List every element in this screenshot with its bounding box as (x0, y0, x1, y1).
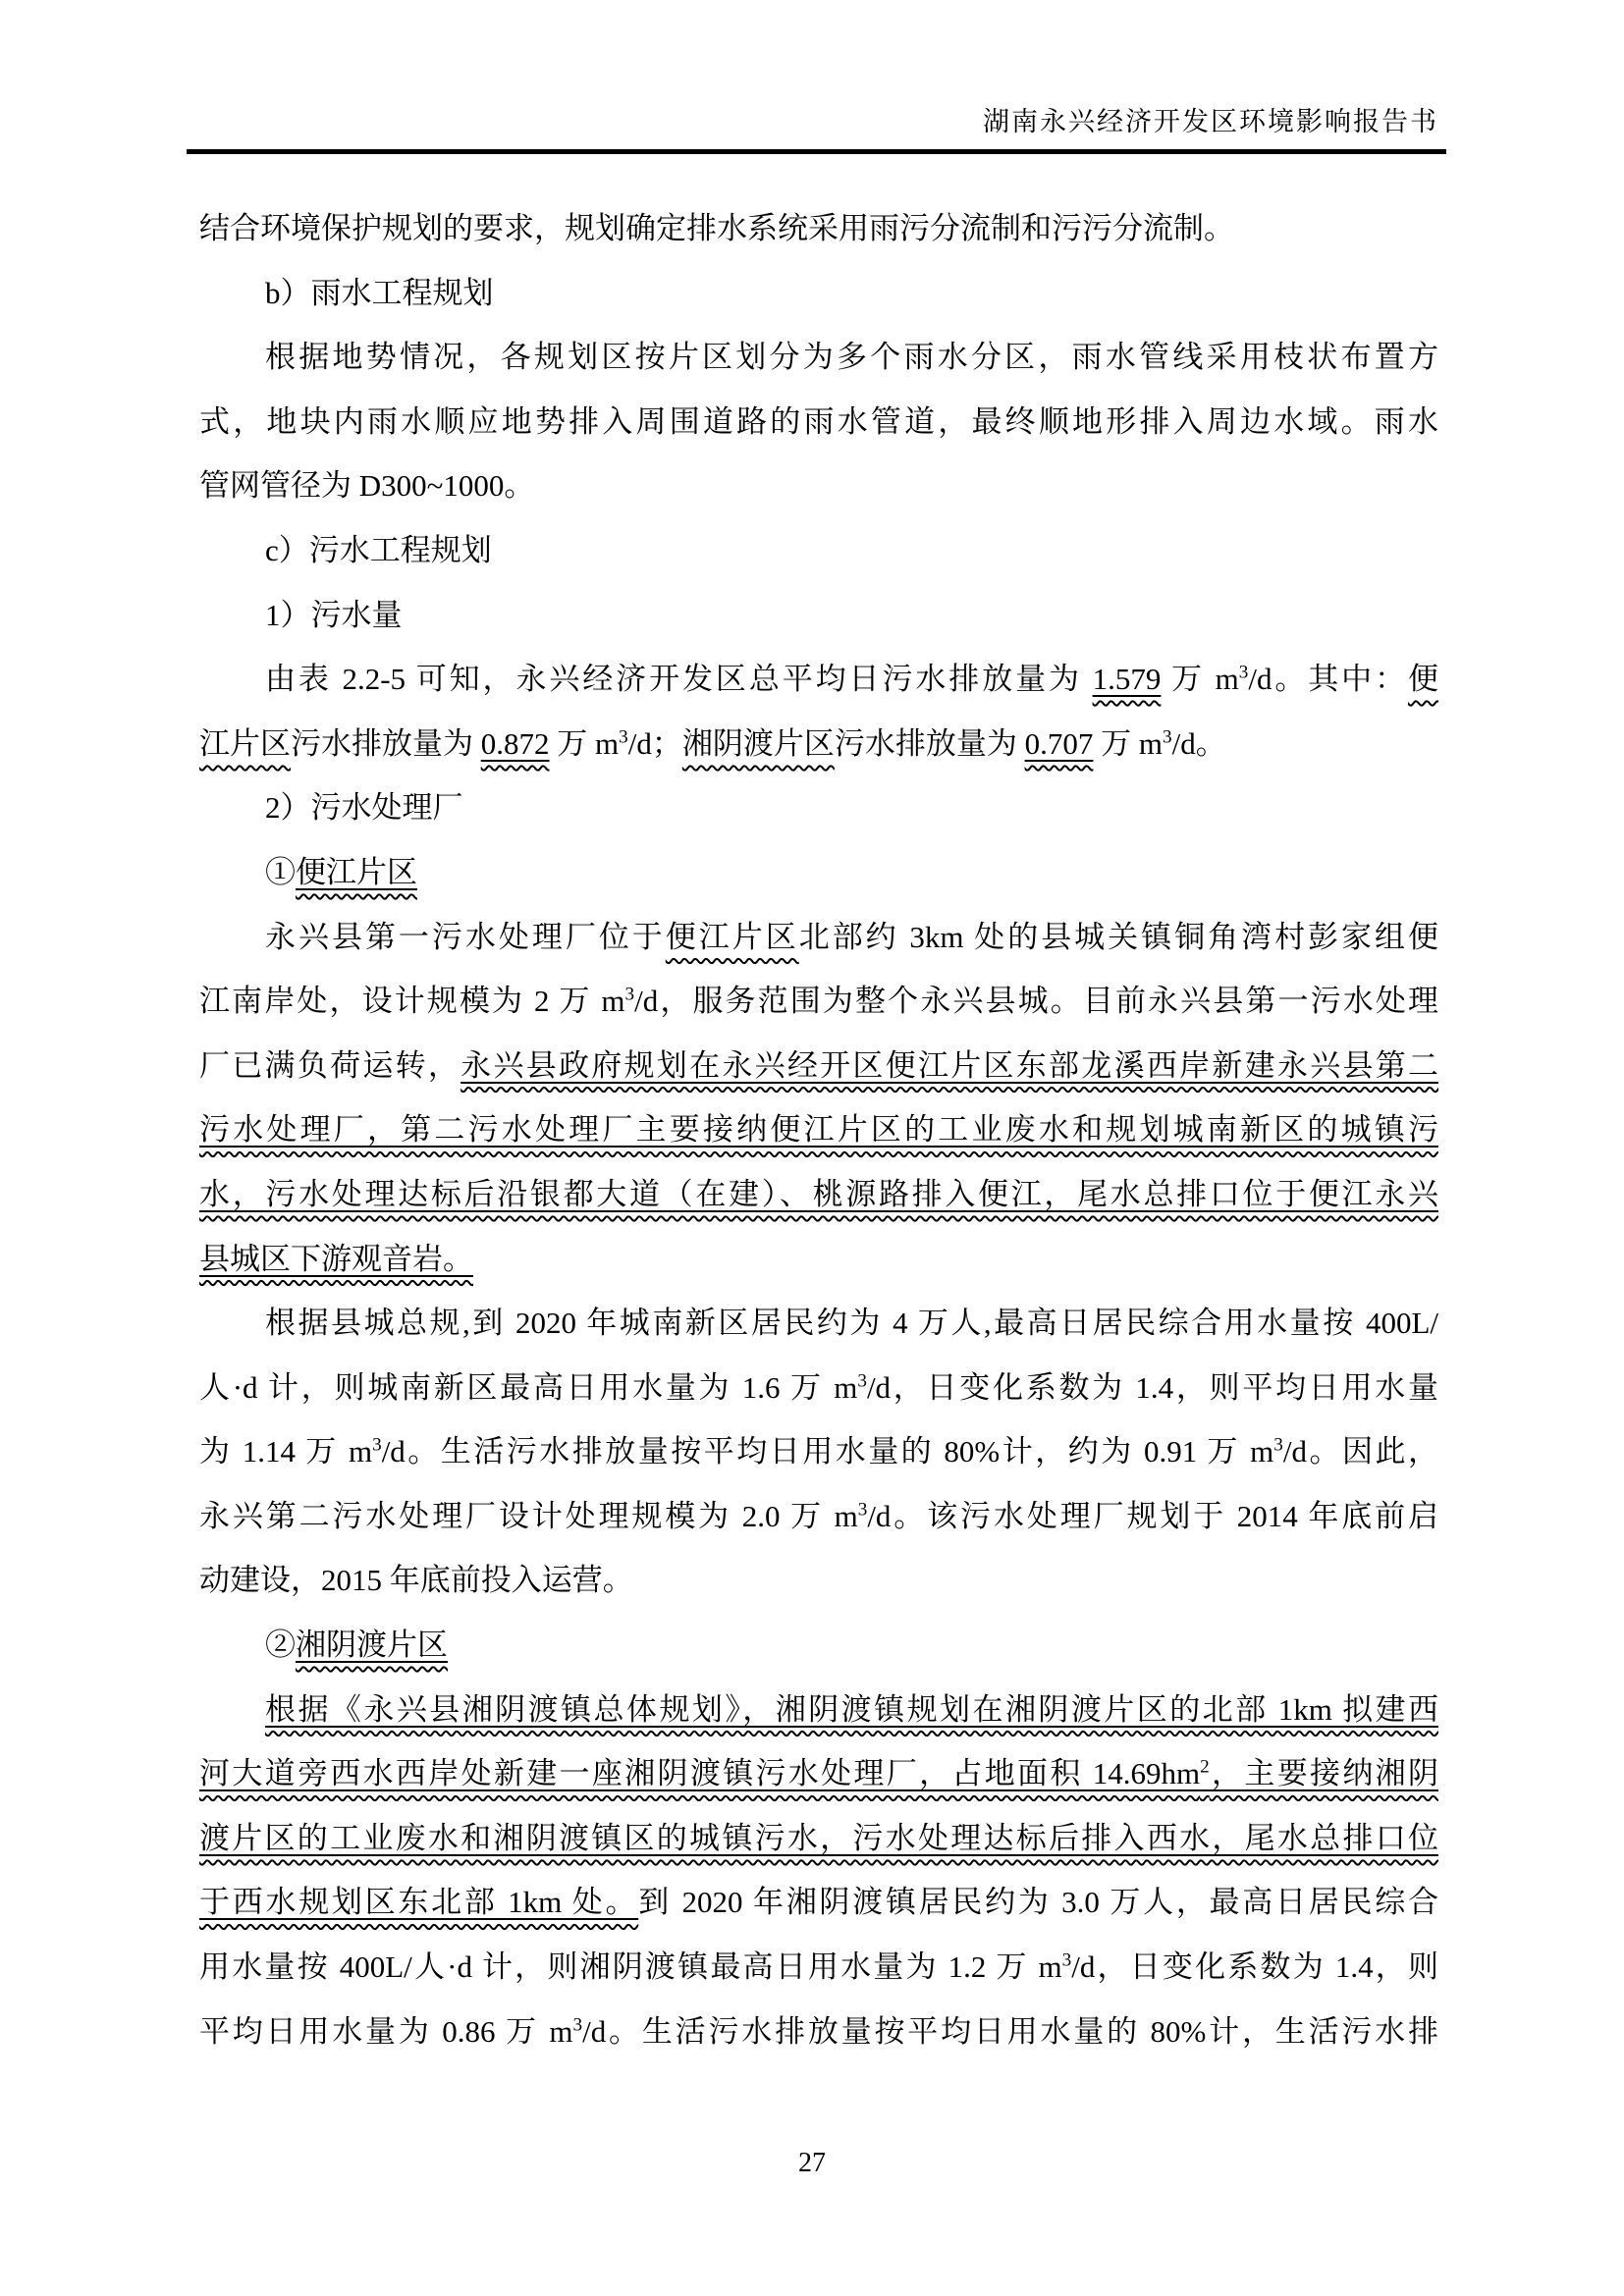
text-line (199, 969, 1438, 1034)
text-segment: /d，服务范围为整个永兴县城。目前永兴县第一污水处理 (634, 984, 1438, 1019)
text-line (199, 261, 1438, 326)
text-line (199, 647, 1438, 712)
text-segment: 污水处理厂，第二污水处理厂主要接纳便江片区的工业废水和规划城南新区的城镇污 (199, 1112, 1438, 1148)
text-segment: 永兴第二污水处理厂设计处理规模为 2.0 万 m (199, 1498, 858, 1533)
text-segment: 湘阴渡片区 (296, 1628, 448, 1663)
text-segment: 人·d 计，则城南新区最高日用水量为 1.6 万 m (199, 1369, 858, 1405)
text-segment: 污水排放量为 (291, 725, 481, 761)
text-segment: 北部约 3km 处的县城关镇铜角湾村彭家组便 (798, 919, 1438, 954)
text-line (199, 1097, 1438, 1162)
text-segment: 便江片区 (296, 854, 417, 889)
text-segment: 厂已满负荷运转， (199, 1047, 461, 1083)
text-segment: 根据地势情况，各规划区按片区划分为多个雨水分区，雨水管线采用枝状布置方 (265, 340, 1438, 375)
text-line (199, 1678, 1438, 1742)
text-segment: 3 (857, 1370, 867, 1392)
text-segment: 到 2020 年湘阴渡镇居民约为 3.0 万人，最高日居民综合 (638, 1885, 1438, 1920)
text-line (199, 325, 1438, 390)
text-segment: /d。该污水处理厂规划于 2014 年底前启 (867, 1498, 1438, 1533)
text-segment: /d。其中： (1248, 662, 1408, 697)
text-segment: 永兴县第一污水处理厂位于 (265, 919, 666, 954)
text-segment: 湘阴渡片区 (681, 725, 835, 761)
text-line (199, 905, 1438, 970)
text-line (199, 454, 1438, 518)
text-segment: 于西水规划区东北部 1km 处。 (199, 1885, 639, 1920)
text-line (199, 712, 1438, 776)
text-segment: 3 (1061, 1949, 1072, 1971)
text-segment: 3 (1162, 726, 1172, 748)
text-segment: 县城区下游观音岩。 (199, 1241, 473, 1276)
text-segment: 江南岸处，设计规模为 2 万 m (199, 984, 625, 1019)
text-segment: ① (265, 854, 296, 889)
text-line (199, 1227, 1438, 1292)
text-segment: 便 (1408, 662, 1438, 697)
text-segment: 便江片区 (665, 919, 799, 954)
text-line (199, 775, 1438, 840)
text-segment: 江片区 (199, 725, 291, 761)
text-segment: 平均日用水量为 0.86 万 m (199, 2013, 573, 2049)
text-segment: /d，日变化系数为 1.4，则平均日用水量 (866, 1369, 1438, 1405)
text-segment: b）雨水工程规划 (265, 275, 494, 310)
text-line (199, 1806, 1438, 1871)
text-segment: 0.707 (1024, 725, 1094, 761)
text-line (199, 1870, 1438, 1935)
text-segment: 根据《永兴县湘阴渡镇总体规划》，湘阴渡镇规划在湘阴渡片区的北部 1km 拟建西 (265, 1691, 1438, 1727)
text-line (199, 196, 1438, 261)
text-segment: 3 (857, 1499, 868, 1521)
text-segment: 用水量按 400L/人·d 计，则湘阴渡镇最高日用水量为 1.2 万 m (199, 1949, 1062, 1985)
text-segment: 渡片区的工业废水和湘阴渡镇区的城镇污水，污水处理达标后排入西水，尾水总排口位 (199, 1820, 1438, 1855)
text-segment: 3 (572, 2014, 583, 2036)
text-line (199, 840, 1438, 905)
text-segment: /d。生活污水排放量按平均日用水量的 80%计，生活污水排 (582, 2013, 1438, 2049)
page-number: 27 (798, 2148, 826, 2178)
text-line (199, 1548, 1438, 1613)
text-segment: 0.872 (480, 725, 550, 761)
text-line (199, 1935, 1438, 2000)
text-segment: 永兴县政府规划在永兴经开区便江片区东部龙溪西岸新建永兴县第二 (460, 1047, 1439, 1083)
text-segment: 动建设，2015 年底前投入运营。 (199, 1563, 633, 1598)
text-segment: 由表 2.2-5 可知，永兴经济开发区总平均日污水排放量为 (265, 662, 1093, 697)
text-segment: c）污水工程规划 (265, 532, 492, 567)
text-segment: 2 (1200, 1756, 1210, 1778)
text-segment: 为 1.14 万 m (199, 1434, 373, 1469)
text-line (199, 2000, 1438, 2064)
text-line (199, 390, 1438, 454)
text-line (199, 1162, 1438, 1227)
text-segment: 水，污水处理达标后沿银都大道（在建）、桃源路排入便江，尾水总排口位于便江永兴 (199, 1176, 1438, 1211)
text-segment: 3 (624, 984, 635, 1005)
text-line (199, 1034, 1438, 1098)
text-segment: 3 (372, 1434, 382, 1456)
text-segment: /d； (627, 725, 682, 761)
text-segment: 河大道旁西水西岸处新建一座湘阴渡镇污水处理厂，占地面积 14.69hm (199, 1756, 1201, 1791)
text-segment: 万 m (1161, 662, 1239, 697)
text-segment: 3 (1273, 1434, 1283, 1456)
text-segment: ② (265, 1628, 296, 1663)
text-line (199, 518, 1438, 583)
text-segment: 1）污水量 (265, 597, 403, 632)
text-segment: /d，日变化系数为 1.4，则 (1071, 1949, 1438, 1985)
text-segment: /d。生活污水排放量按平均日用水量的 80%计，约为 0.91 万 m (381, 1434, 1274, 1469)
text-line (199, 583, 1438, 648)
text-segment: /d。 (1171, 725, 1226, 761)
text-line (199, 1356, 1438, 1420)
text-segment: ，主要接纳湘阴 (1209, 1756, 1438, 1791)
text-line (199, 1741, 1438, 1806)
text-segment: 根据县城总规,到 2020 年城南新区居民约为 4 万人,最高日居民综合用水量按 400L/ (265, 1306, 1438, 1341)
text-line (199, 1419, 1438, 1484)
text-segment: 管网管径为 D300~1000。 (199, 468, 535, 504)
text-segment: 3 (619, 726, 628, 748)
text-segment: 3 (1238, 662, 1249, 683)
text-segment: 式，地块内雨水顺应地势排入周围道路的雨水管道，最终顺地形排入周边水域。雨水 (199, 403, 1438, 439)
text-line (199, 1291, 1438, 1356)
document-body (199, 196, 1438, 2063)
text-segment: 结合环境保护规划的要求，规划确定排水系统采用雨污分流制和污污分流制。 (199, 211, 1234, 245)
text-line (199, 1613, 1438, 1678)
header-rule (187, 149, 1446, 154)
text-segment: 污水排放量为 (834, 725, 1025, 761)
text-segment: /d。因此， (1282, 1434, 1438, 1469)
text-segment: 万 m (1093, 725, 1163, 761)
text-line (199, 1484, 1438, 1549)
page-header-title: 湖南永兴经济开发区环境影响报告书 (983, 107, 1438, 136)
text-segment: 1.579 (1092, 662, 1162, 697)
text-segment: 2）污水处理厂 (265, 790, 463, 826)
text-segment: 万 m (549, 725, 620, 761)
